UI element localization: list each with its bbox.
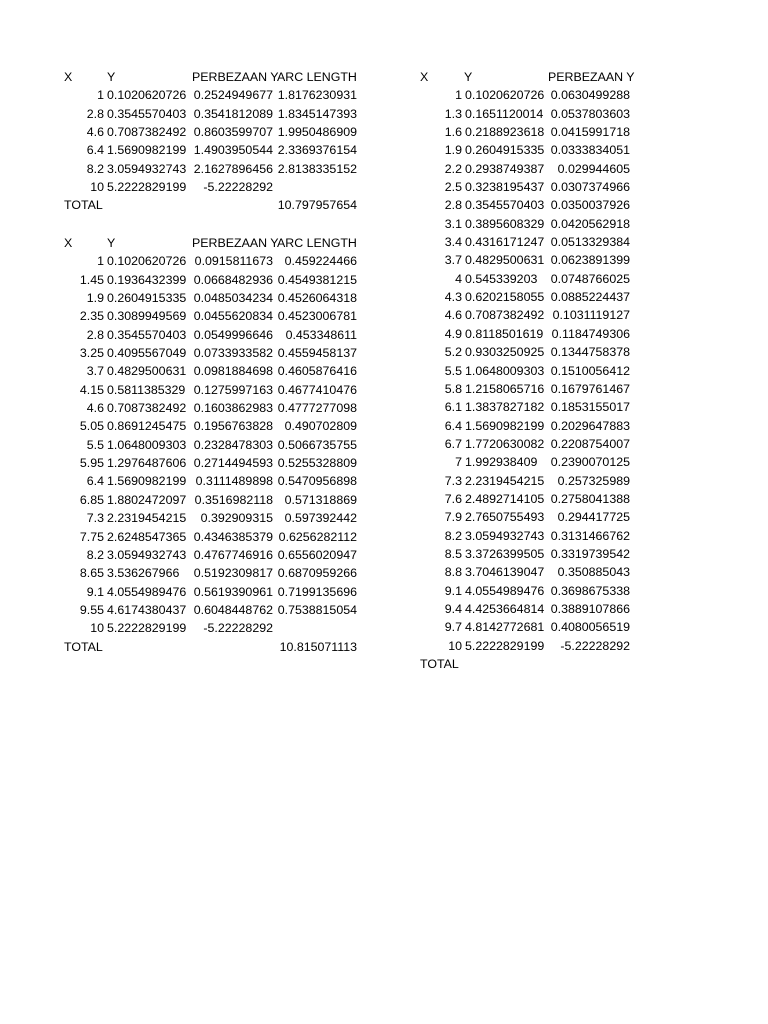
cell-x: 6.4 [86,143,104,158]
cell-x: 10 [90,180,104,195]
cell-perbezaan-y: 0.1031119127 [552,308,630,323]
cell-perbezaan-y: 0.350885043 [557,565,630,580]
cell-perbezaan-y: 0.4080056519 [550,620,630,635]
cell-perbezaan-y: 0.3131466762 [550,528,630,543]
cell-perbezaan-y: 0.0415991718 [550,125,630,140]
cell-y: 0.7087382492 [107,125,187,140]
cell-y: 0.3545570403 [107,106,187,121]
cell-y: 0.1651120014 [465,106,544,121]
cell-y: 1.0648009303 [107,437,187,452]
cell-x: 7.3 [444,473,462,488]
cell-arc-length: 1.8176230931 [277,88,357,103]
cell-x: 10 [448,638,462,653]
cell-perbezaan-y: 0.4346385379 [193,529,273,544]
cell-x: 1 [97,88,104,103]
cell-y: 0.3545570403 [107,327,187,342]
header-x: X [64,70,73,84]
cell-x: 5.95 [79,456,104,471]
cell-perbezaan-y: 0.3541812089 [193,106,273,121]
cell-x: 4.3 [444,290,462,305]
cell-y: 0.2604915335 [107,291,187,306]
cell-perbezaan-y: 0.257325989 [557,473,630,488]
header-y: Y [107,236,116,250]
cell-perbezaan-y: 0.3889107866 [550,601,630,616]
cell-arc-length: 0.4523006781 [277,309,357,324]
cell-perbezaan-y: 0.1184749306 [551,326,630,341]
cell-x: 1.9 [444,143,462,158]
cell-y: 0.5811385329 [107,382,186,397]
total-label: TOTAL [420,657,459,671]
cell-arc-length: 0.459224466 [284,254,357,269]
cell-x: 1.9 [86,291,104,306]
cell-perbezaan-y: 0.2714494593 [193,456,273,471]
cell-arc-length: 0.4549381215 [277,272,357,287]
cell-y: 3.0594932743 [107,547,187,562]
cell-y: 0.2604915335 [465,143,545,158]
cell-perbezaan-y: 0.0733933582 [193,346,273,361]
cell-arc-length: 0.4677410476 [277,382,357,397]
cell-y: 3.0594932743 [465,528,545,543]
cell-x: 2.2 [444,161,462,176]
cell-perbezaan-y: 0.8603599707 [193,125,273,140]
cell-arc-length: 0.571318869 [284,492,357,507]
cell-x: 4.6 [86,125,104,140]
cell-x: 5.5 [86,437,104,452]
cell-arc-length: 0.6256282112 [278,529,357,544]
cell-perbezaan-y: 0.0420562918 [550,216,630,231]
cell-y: 2.4892714105 [465,491,545,506]
cell-x: 2.8 [86,327,104,342]
cell-x: 3.4 [444,235,462,250]
cell-x: 8.2 [86,161,104,176]
cell-perbezaan-y: 0.0455620834 [193,309,273,324]
cell-x: 4.6 [444,308,462,323]
cell-y: 0.4095567049 [107,346,187,361]
cell-x: 9.7 [444,620,462,635]
cell-perbezaan-y: 0.0623891399 [550,253,630,268]
cell-x: 4 [455,271,462,286]
cell-arc-length: 0.5255328809 [277,456,357,471]
cell-perbezaan-y: -5.22228292 [560,638,630,653]
cell-x: 8.2 [444,528,462,543]
cell-arc-length: 2.8138335152 [277,161,357,176]
cell-perbezaan-y: 0.1956763828 [193,419,273,434]
cell-x: 1 [97,254,104,269]
cell-arc-length: 0.5470956898 [277,474,357,489]
cell-perbezaan-y: 0.2029647883 [550,418,630,433]
cell-arc-length: 0.490702809 [284,419,357,434]
cell-x: 9.1 [86,584,104,599]
cell-y: 4.4253664814 [465,601,545,616]
cell-y: 1.992938409 [465,455,538,470]
cell-x: 3.7 [86,364,104,379]
cell-x: 6.85 [79,492,104,507]
cell-perbezaan-y: 0.0915811673 [194,254,273,269]
header-perbezaan-y: PERBEZAAN Y [192,70,279,84]
cell-x: 9.1 [444,583,462,598]
header-x: X [64,236,73,250]
cell-y: 0.1020620726 [465,88,545,103]
cell-y: 1.5690982199 [107,143,187,158]
cell-y: 4.0554989476 [107,584,187,599]
cell-y: 0.3089949569 [107,309,187,324]
cell-arc-length: 0.6556020947 [277,547,357,562]
cell-perbezaan-y: 0.029944605 [557,161,630,176]
cell-y: 0.4829500631 [107,364,187,379]
cell-arc-length: 0.453348611 [285,327,357,342]
cell-perbezaan-y: 0.392909315 [200,511,273,526]
cell-x: 1.45 [79,272,104,287]
cell-x: 4.15 [79,382,104,397]
cell-perbezaan-y: 0.0513329384 [550,235,630,250]
cell-y: 3.0594932743 [107,161,187,176]
cell-y: 5.2222829199 [107,180,187,195]
cell-perbezaan-y: 0.1344758378 [550,345,630,360]
cell-arc-length: 1.9950486909 [277,125,357,140]
cell-perbezaan-y: 0.0630499288 [550,88,630,103]
cell-perbezaan-y: 0.4767746916 [193,547,273,562]
cell-perbezaan-y: 0.294417725 [557,510,630,525]
cell-y: 0.7087382492 [107,401,187,416]
cell-y: 0.545339203 [465,271,538,286]
cell-x: 6.4 [86,474,104,489]
cell-arc-length: 0.7538815054 [277,602,357,617]
cell-arc-length: 0.4559458137 [277,346,357,361]
cell-perbezaan-y: 0.0307374966 [550,180,630,195]
total-value: 10.797957654 [277,198,357,213]
cell-y: 2.6248547365 [107,529,187,544]
cell-y: 5.2222829199 [465,638,545,653]
cell-y: 1.2976487606 [107,456,187,471]
cell-y: 0.3545570403 [465,198,545,213]
cell-y: 0.3895608329 [465,216,545,231]
cell-x: 1.6 [444,125,462,140]
cell-perbezaan-y: 0.1510056412 [550,363,630,378]
cell-y: 1.3837827182 [465,400,545,415]
cell-y: 0.3238195437 [465,180,545,195]
cell-x: 1.3 [444,106,462,121]
cell-y: 2.2319454215 [465,473,545,488]
cell-y: 2.7650755493 [465,510,545,525]
cell-x: 1 [455,88,462,103]
cell-x: 6.1 [444,400,462,415]
header-y: Y [464,70,473,84]
cell-perbezaan-y: 1.4903950544 [193,143,273,158]
cell-perbezaan-y: 0.2328478303 [193,437,273,452]
cell-x: 3.1 [444,216,462,231]
cell-x: 5.5 [444,363,462,378]
cell-perbezaan-y: -5.22228292 [203,180,273,195]
cell-y: 0.1936432399 [107,272,187,287]
cell-arc-length: 0.597392442 [284,511,357,526]
header-perbezaan-y: PERBEZAAN Y [548,70,635,84]
cell-y: 3.536267966 [107,566,180,581]
cell-x: 5.2 [444,345,462,360]
cell-arc-length: 0.4777277098 [277,401,357,416]
cell-perbezaan-y: 0.3698675338 [550,583,630,598]
cell-perbezaan-y: 0.3111489898 [195,474,273,489]
cell-perbezaan-y: 0.5619390961 [193,584,273,599]
cell-y: 0.7087382492 [465,308,545,323]
cell-arc-length: 1.8345147393 [277,106,357,121]
cell-perbezaan-y: 0.0333834051 [550,143,630,158]
cell-x: 9.55 [79,602,104,617]
cell-y: 1.2158065716 [465,381,545,396]
cell-y: 0.4316171247 [465,235,545,250]
cell-perbezaan-y: 0.0748766025 [550,271,630,286]
cell-y: 0.8691245475 [107,419,187,434]
cell-perbezaan-y: 0.0885224437 [550,290,630,305]
cell-y: 3.7046139047 [465,565,545,580]
cell-perbezaan-y: 0.1275997163 [193,382,273,397]
cell-x: 4.9 [444,326,462,341]
cell-perbezaan-y: -5.22228292 [203,621,273,636]
header-perbezaan-y: PERBEZAAN Y [192,236,279,250]
cell-perbezaan-y: 0.2758041388 [550,491,630,506]
cell-arc-length: 0.6870959266 [277,566,357,581]
cell-y: 4.6174380437 [107,602,187,617]
cell-x: 5.05 [79,419,104,434]
cell-y: 0.6202158055 [465,290,545,305]
cell-x: 2.5 [444,180,462,195]
cell-perbezaan-y: 0.6048448762 [193,602,273,617]
cell-y: 0.2938749387 [465,161,545,176]
header-x: X [420,70,429,84]
cell-perbezaan-y: 0.2524949677 [193,88,273,103]
cell-y: 4.8142772681 [465,620,545,635]
cell-x: 2.8 [86,106,104,121]
cell-x: 10 [90,621,104,636]
cell-x: 2.8 [444,198,462,213]
cell-perbezaan-y: 0.0537803603 [550,106,630,121]
cell-x: 7.75 [79,529,104,544]
cell-y: 3.3726399505 [465,546,545,561]
cell-perbezaan-y: 0.0549996646 [193,327,273,342]
cell-y: 1.5690982199 [107,474,187,489]
cell-x: 4.6 [86,401,104,416]
cell-y: 1.5690982199 [465,418,545,433]
cell-x: 8.65 [79,566,104,581]
cell-perbezaan-y: 0.0981884698 [193,364,273,379]
cell-y: 2.2319454215 [107,511,187,526]
cell-perbezaan-y: 0.5192309817 [193,566,273,581]
cell-x: 7.3 [86,511,104,526]
cell-y: 0.9303250925 [465,345,545,360]
cell-arc-length: 0.7199135696 [277,584,357,599]
total-label: TOTAL [64,639,103,654]
cell-y: 1.8802472097 [107,492,187,507]
cell-y: 1.0648009303 [465,363,545,378]
header-arc-length: ARC LENGTH [277,236,357,250]
cell-y: 0.8118501619 [465,326,544,341]
cell-x: 8.2 [86,547,104,562]
cell-perbezaan-y: 2.1627896456 [193,161,273,176]
cell-perbezaan-y: 0.1679761467 [550,381,630,396]
cell-perbezaan-y: 0.0485034234 [193,291,273,306]
cell-x: 8.5 [444,546,462,561]
cell-x: 7 [455,455,462,470]
cell-perbezaan-y: 0.1603862983 [193,401,273,416]
cell-y: 0.4829500631 [465,253,545,268]
cell-x: 7.9 [444,510,462,525]
total-value: 10.815071113 [279,639,357,654]
cell-arc-length: 0.5066735755 [277,437,357,452]
cell-arc-length: 0.4605876416 [277,364,357,379]
cell-perbezaan-y: 0.0668482936 [193,272,273,287]
cell-x: 6.4 [444,418,462,433]
cell-x: 3.7 [444,253,462,268]
cell-x: 6.7 [444,436,462,451]
cell-y: 0.1020620726 [107,88,187,103]
header-y: Y [107,70,116,84]
cell-perbezaan-y: 0.3516982118 [194,492,273,507]
cell-perbezaan-y: 0.1853155017 [550,400,630,415]
cell-y: 5.2222829199 [107,621,187,636]
cell-y: 4.0554989476 [465,583,545,598]
cell-x: 3.25 [79,346,104,361]
cell-x: 7.6 [444,491,462,506]
cell-perbezaan-y: 0.0350037926 [550,198,630,213]
header-arc-length: ARC LENGTH [277,70,357,84]
cell-perbezaan-y: 0.2208754007 [550,436,630,451]
cell-perbezaan-y: 0.3319739542 [550,546,630,561]
cell-y: 0.2188923618 [465,125,545,140]
cell-perbezaan-y: 0.2390070125 [550,455,630,470]
cell-y: 0.1020620726 [107,254,187,269]
cell-y: 1.7720630082 [465,436,545,451]
cell-x: 8.8 [444,565,462,580]
total-label: TOTAL [64,198,103,213]
cell-x: 9.4 [444,601,462,616]
cell-x: 5.8 [444,381,462,396]
cell-arc-length: 0.4526064318 [277,291,357,306]
cell-x: 2.35 [79,309,104,324]
cell-arc-length: 2.3369376154 [277,143,357,158]
